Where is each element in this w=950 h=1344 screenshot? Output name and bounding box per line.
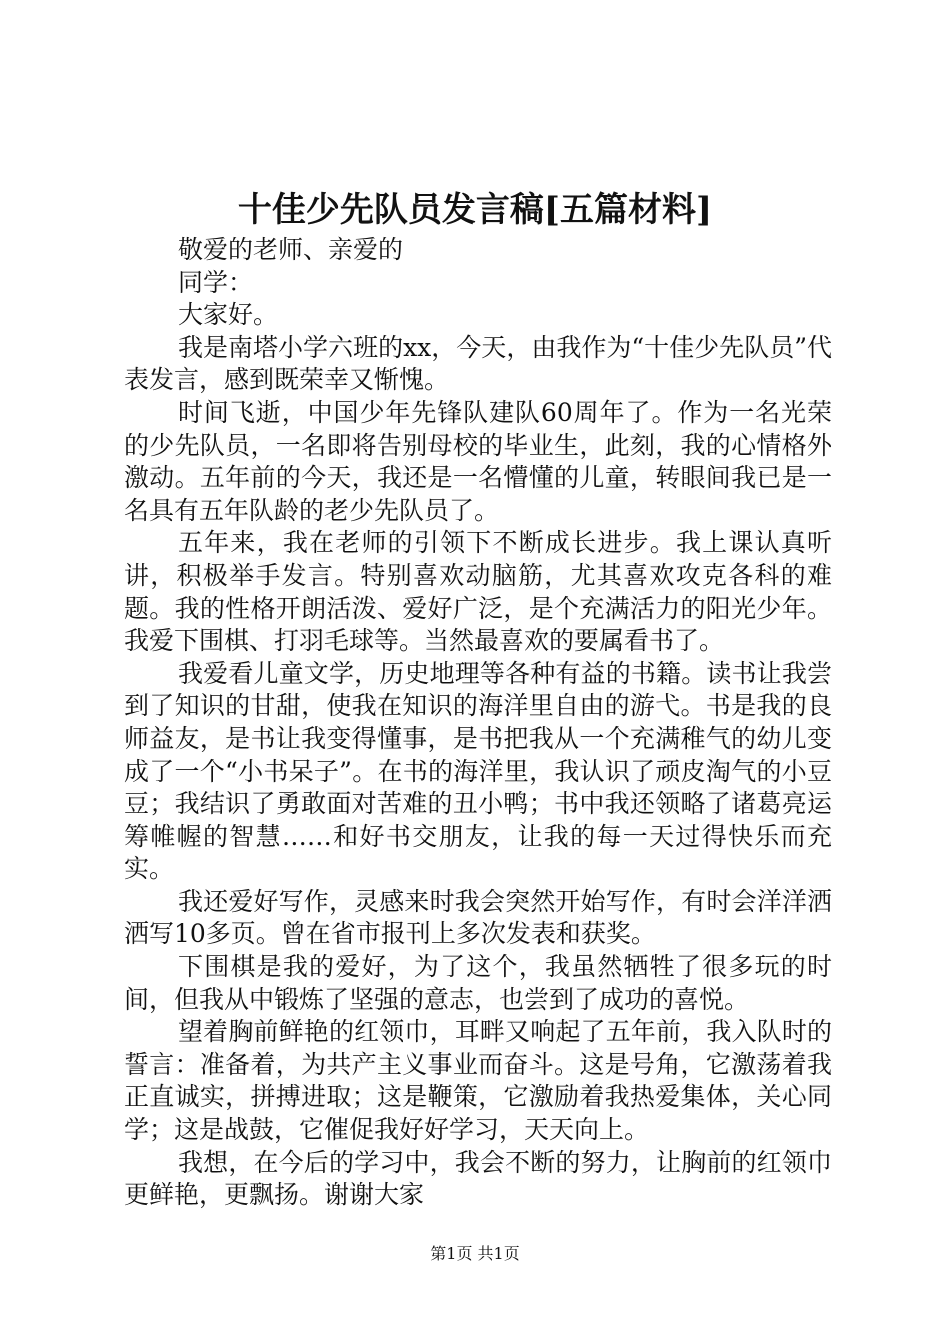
paragraph-growth: 五年来，我在老师的引领下不断成长进步。我上课认真听讲，积极举手发言。特别喜欢动脑筋，尤其喜欢攻克各科的难题。我的性格开朗活泼、爱好广泛，是个充满活力的阳光少年。我爱下围棋、打羽毛球等。当然最喜欢的要属看书了。 <box>124 528 832 656</box>
paragraph-closing: 我想，在今后的学习中，我会不断的努力，让胸前的红领巾更鲜艳，更飘扬。谢谢大家 <box>124 1147 832 1210</box>
document-body <box>124 234 832 1212</box>
paragraph-writing: 我还爱好写作，灵感来时我会突然开始写作，有时会洋洋洒洒写10多页。曾在省市报刊上多次发表和获奖。 <box>124 886 832 949</box>
paragraph-go-game: 下围棋是我的爱好，为了这个，我虽然牺牲了很多玩的时间，但我从中锻炼了坚强的意志，也尝到了成功的喜悦。 <box>124 952 832 1014</box>
paragraph-anniversary: 时间飞逝，中国少年先锋队建队60周年了。作为一名光荣的少先队员，一名即将告别母校的毕业生，此刻，我的心情格外激动。五年前的今天，我还是一名懵懂的儿童，转眼间我已是一名具有五年队龄的老少先队员了。 <box>124 397 832 525</box>
paragraph-greeting-teachers: 敬爱的老师、亲爱的 <box>178 235 404 264</box>
paragraph-oath: 望着胸前鲜艳的红领巾，耳畔又响起了五年前，我入队时的誓言：准备着，为共产主义事业而奋斗。这是号角，它激荡着我正直诚实，拼搏进取；这是鞭策，它激励着我热爱集体，关心同学；这是战鼓，它催促我好好学习，天天向上。 <box>124 1017 832 1145</box>
page-footer: 第1页 共1页 <box>430 1244 520 1263</box>
paragraph-reading: 我爱看儿童文学，历史地理等各种有益的书籍。读书让我尝到了知识的甘甜，使我在知识的海洋里自由的游弋。书是我的良师益友，是书让我变得懂事，是书把我从一个充满稚气的幼儿变成了一个“小书呆子”。在书的海洋里，我认识了顽皮淘气的小豆豆；我结识了勇敢面对苦难的丑小鸭；书中我还领略了诸葛亮运筹帷幄的智慧……和好书交朋友，让我的每一天过得快乐而充实。 <box>124 658 832 884</box>
paragraph-hello: 大家好。 <box>178 300 279 330</box>
document-title: 十佳少先队员发言稿[五篇材料] <box>237 190 713 230</box>
paragraph-greeting-classmates: 同学： <box>178 267 254 297</box>
paragraph-introduction: 我是南塔小学六班的xx，今天，由我作为“十佳少先队员”代表发言，感到既荣幸又惭愧。 <box>124 332 832 395</box>
